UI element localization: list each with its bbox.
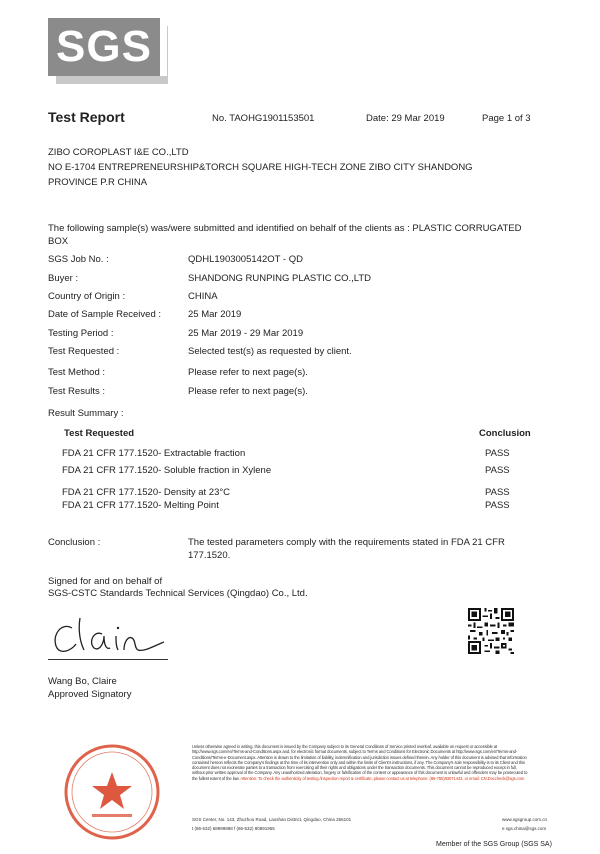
report-number: No. TAOHG1901153501 (212, 113, 315, 124)
field-value: Selected test(s) as requested by client. (188, 346, 352, 357)
field-label: Buyer : (48, 273, 79, 284)
field-value: 25 Mar 2019 - 29 Mar 2019 (188, 328, 304, 339)
report-date: Date: 29 Mar 2019 (366, 113, 445, 124)
summary-result: PASS (485, 500, 510, 511)
company-stamp (62, 742, 162, 842)
field-label: Date of Sample Received : (48, 309, 162, 320)
field-label: Testing Period : (48, 328, 114, 339)
conclusion-line1: The tested parameters comply with the requirements stated in FDA 21 CFR (188, 537, 505, 548)
signatory-title: Approved Signatory (48, 689, 132, 700)
footer-address: SGS Center, No. 143, Zhuzhou Road, Laoshan District, Qingdao, China 266101 (192, 817, 352, 822)
field-label: Test Results : (48, 386, 106, 397)
intro-line1: The following sample(s) was/were submitted and identified on behalf of the clients as : PLASTIC CORRUGATED (48, 223, 522, 234)
signed-line2: SGS-CSTC Standards Technical Services (Qingdao) Co., Ltd. (48, 588, 308, 599)
summary-result: PASS (485, 487, 510, 498)
summary-test: FDA 21 CFR 177.1520- Soluble fraction in Xylene (62, 465, 272, 476)
footer-email: e sgs.china@sgs.com (502, 826, 547, 831)
disclaimer-body: Unless otherwise agreed in writing, this document is issued by the Company subject to its General Conditions of Service printed overleaf, available on request or accessible at http://www.sgs.com/en/Terms-and-Conditions.aspx and, for electronic format documents, subject to Terms and Conditions for Electronic Documents at http://www.sgs.com/en/Terms-and-Conditions/Terms-e-Document.aspx. Attention is drawn to the limitation of liability, indemnification and jurisdiction issues defined therein. Any holder of this document is advised that information contained hereon reflects the Company's findings at the time of its intervention only and within the limits of Client's instructions, if any. The Company's sole responsibility is to its Client and this document does not exonerate parties to a transaction from exercising all their rights and obligations under the transaction documents. This document cannot be reproduced except in full, without prior written approval of the Company. Any unauthorized alteration, forgery or falsification of the content or appearance of this document is unlawful and offenders may be prosecuted to the fullest extent of the law. (192, 744, 528, 781)
signature-line (48, 659, 168, 660)
field-value: Please refer to next page(s). (188, 367, 308, 378)
summary-col-conclusion: Conclusion (479, 428, 531, 439)
client-name: ZIBO COROPLAST I&E CO.,LTD (48, 147, 189, 158)
intro-line2: BOX (48, 236, 69, 247)
footer-member: Member of the SGS Group (SGS SA) (436, 841, 552, 848)
page-number: Page 1 of 3 (482, 113, 531, 124)
disclaimer-text (192, 744, 528, 812)
summary-title: Result Summary : (48, 408, 124, 419)
page-title: Test Report (48, 109, 125, 125)
qr-code-icon (468, 608, 514, 654)
field-label: Test Method : (48, 367, 106, 378)
conclusion-line2: 177.1520. (188, 550, 231, 561)
field-value: 25 Mar 2019 (188, 309, 242, 320)
client-address-line1: NO E-1704 ENTREPRENEURSHIP&TORCH SQUARE HIGH-TECH ZONE ZIBO CITY SHANDONG (48, 162, 473, 173)
disclaimer-attention: Attention: To check the authenticity of testing /inspection report & certificate, please contact us at telephone: (86-755)83071443, or email: CN.Doccheck@sgs.com (240, 775, 525, 781)
field-value: Please refer to next page(s). (188, 386, 308, 397)
summary-test: FDA 21 CFR 177.1520- Melting Point (62, 500, 219, 511)
footer-website: www.sgsgroup.com.cn (502, 817, 548, 822)
conclusion-label: Conclusion : (48, 537, 101, 548)
summary-result: PASS (485, 448, 510, 459)
summary-result: PASS (485, 465, 510, 476)
field-value: QDHL1903005142OT - QD (188, 254, 303, 265)
signatory-name: Wang Bo, Claire (48, 676, 117, 687)
signature-image (50, 612, 170, 658)
sgs-logo (48, 18, 176, 86)
field-label: Country of Origin : (48, 291, 126, 302)
client-address-line2: PROVINCE P.R CHINA (48, 177, 148, 188)
signed-line1: Signed for and on behalf of (48, 576, 163, 587)
footer-phones: t (86-532) 68999888 f (86-532) 80891955 (192, 826, 275, 831)
summary-test: FDA 21 CFR 177.1520- Density at 23°C (62, 487, 231, 498)
logo-text: SGS (56, 22, 152, 71)
summary-test: FDA 21 CFR 177.1520- Extractable fraction (62, 448, 246, 459)
field-label: SGS Job No. : (48, 254, 109, 265)
field-value: CHINA (188, 291, 218, 302)
field-value: SHANDONG RUNPING PLASTIC CO.,LTD (188, 273, 371, 284)
summary-col-test: Test Requested (64, 428, 135, 439)
field-label: Test Requested : (48, 346, 120, 357)
